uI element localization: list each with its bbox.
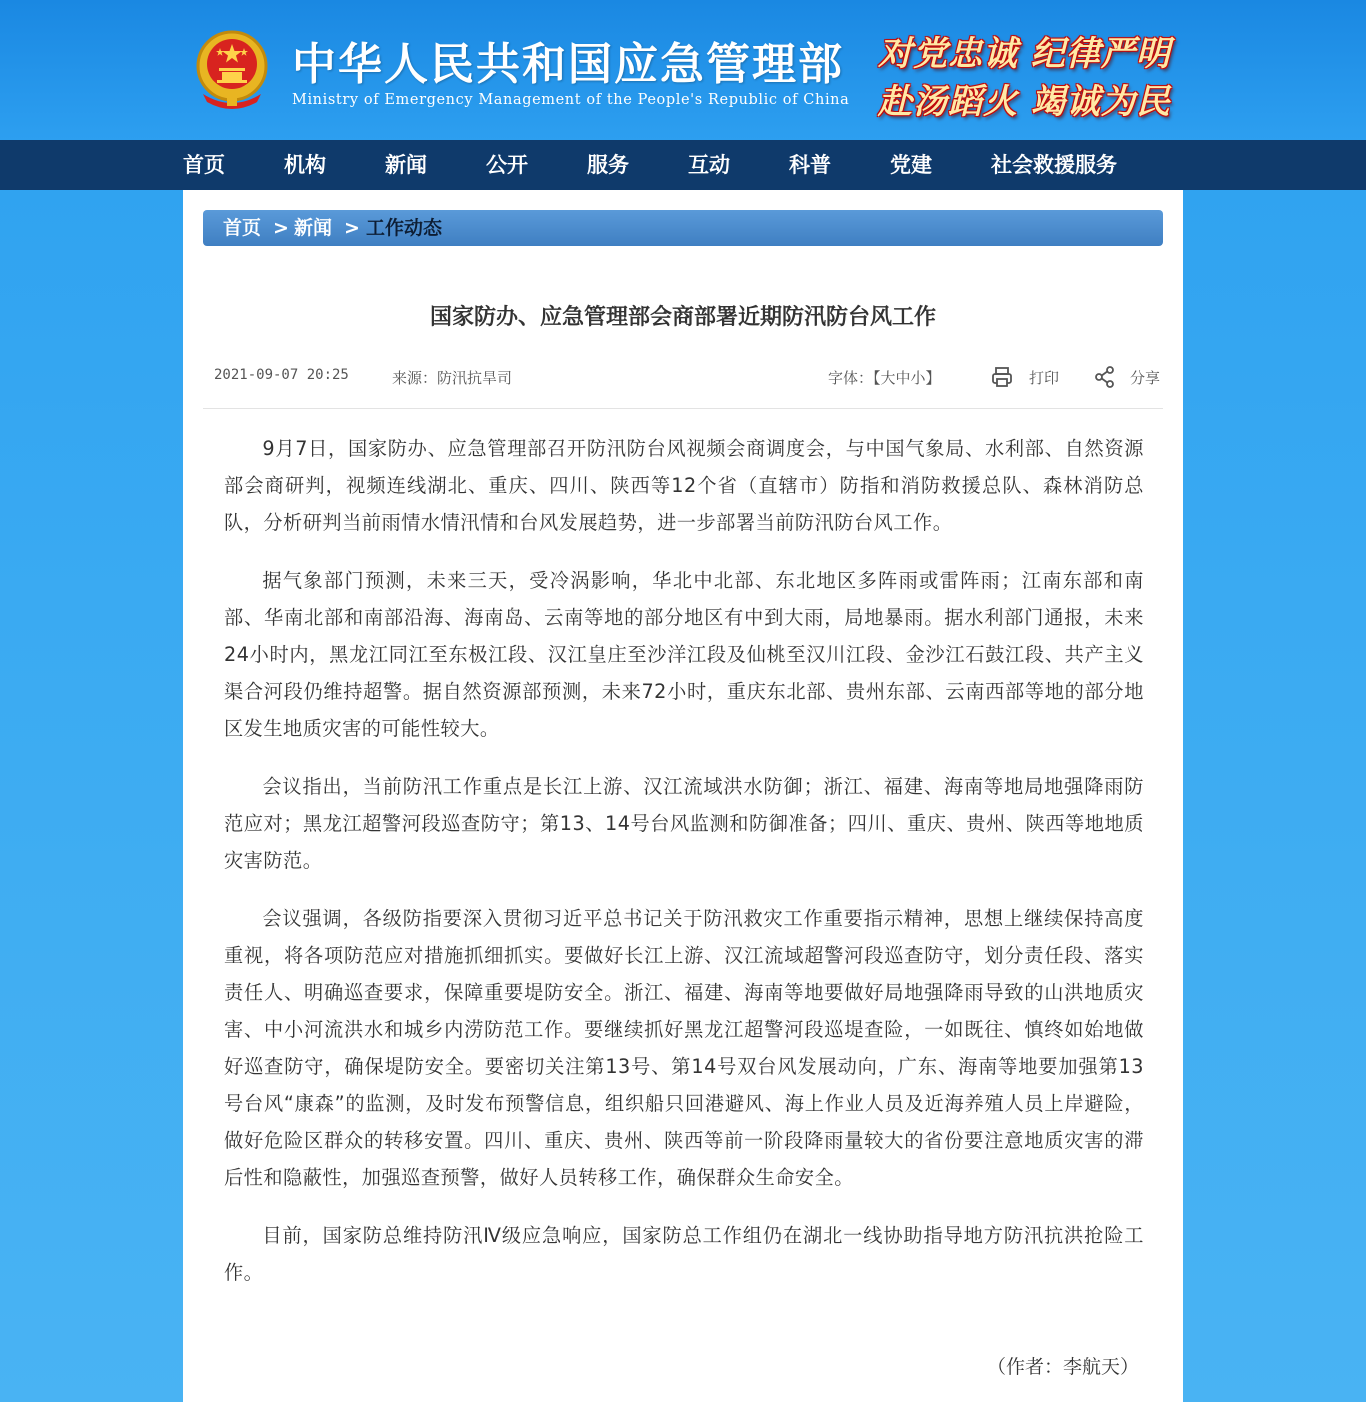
breadcrumb-separator: > (344, 217, 360, 239)
nav-item-organization[interactable]: 机构 (284, 153, 326, 177)
content-container (183, 190, 1183, 1402)
print-icon[interactable] (990, 365, 1014, 389)
nav-item-services[interactable]: 服务 (587, 153, 629, 177)
article-paragraph: 目前，国家防总维持防汛Ⅳ级应急响应，国家防总工作组仍在湖北一线协助指导地方防汛抗洪抢险工作。 (224, 1224, 1144, 1284)
article-title: 国家防办、应急管理部会商部署近期防汛防台风工作 (429, 305, 936, 330)
main-nav (0, 140, 1366, 190)
article-paragraph: 据气象部门预测，未来三天，受冷涡影响，华北中北部、东北地区多阵雨或雷阵雨；江南东部和南部、华南北部和南部沿海、海南岛、云南等地的部分地区有中到大雨，局地暴雨。据水利部门通报，未来24小时内，黑龙江同江至东极江段、汉江皇庄至沙洋江段及仙桃至汉川江段、金沙江石鼓江段、共产主义渠合河段仍维持超警。据自然资源部预测，未来72小时，重庆东北部、贵州东部、云南西部等地的部分地区发生地质灾害的可能性较大。 (224, 569, 1144, 740)
nav-item-news[interactable]: 新闻 (385, 153, 427, 177)
breadcrumb-home[interactable]: 首页 (223, 217, 262, 239)
publish-date: 2021-09-07 20:25 (214, 367, 349, 383)
print-button[interactable]: 打印 (1029, 369, 1060, 387)
breadcrumb-current[interactable]: 工作动态 (366, 217, 443, 239)
article-body (224, 430, 1144, 1312)
breadcrumb-separator: > (273, 217, 289, 239)
site-title[interactable]: 中华人民共和国应急管理部 (292, 39, 844, 90)
article-author: （作者：李航天） (986, 1356, 1139, 1378)
nav-item-home[interactable]: 首页 (183, 153, 225, 177)
share-icon[interactable] (1093, 365, 1117, 389)
nav-item-social-rescue[interactable]: 社会救援服务 (991, 153, 1117, 177)
nav-item-science[interactable]: 科普 (789, 153, 831, 177)
divider (203, 408, 1163, 409)
nav-item-public[interactable]: 公开 (486, 153, 528, 177)
article-paragraph: 会议指出，当前防汛工作重点是长江上游、汉江流域洪水防御；浙江、福建、海南等地局地强降雨防范应对；黑龙江超警河段巡查防守；第13、14号台风监测和防御准备；四川、重庆、贵州、陕西等地地质灾害防范。 (224, 775, 1144, 872)
article-source: 来源：防汛抗旱司 (392, 369, 513, 387)
site-header (0, 0, 1366, 140)
breadcrumb-news[interactable]: 新闻 (294, 217, 333, 239)
font-size-selector[interactable]: 字体：【大中小】 (828, 369, 941, 387)
breadcrumb (203, 210, 1163, 246)
nav-item-interaction[interactable]: 互动 (688, 153, 730, 177)
site-subtitle: Ministry of Emergency Management of the People's Republic of China (292, 92, 850, 108)
article-paragraph: 会议强调，各级防指要深入贯彻习近平总书记关于防汛救灾工作重要指示精神，思想上继续保持高度重视，将各项防范应对措施抓细抓实。要做好长江上游、汉江流域超警河段巡查防守，划分责任段、落实责任人、明确巡查要求，保障重要堤防安全。浙江、福建、海南等地要做好局地强降雨导致的山洪地质灾害、中小河流洪水和城乡内涝防范工作。要继续抓好黑龙江超警河段巡堤查险，一如既往、慎终如始地做好巡查防守，确保堤防安全。要密切关注第13号、第14号双台风发展动向，广东、海南等地要加强第13号台风“康森”的监测，及时发布预警信息，组织船只回港避风、海上作业人员及近海养殖人员上岸避险，做好危险区群众的转移安置。四川、重庆、贵州、陕西等前一阶段降雨量较大的省份要注意地质灾害的滞后性和隐蔽性，加强巡查预警，做好人员转移工作，确保群众生命安全。 (224, 907, 1144, 1189)
slogan-line-2: 赴汤蹈火 竭诚为民 (878, 82, 1171, 122)
article-paragraph: 9月7日，国家防办、应急管理部召开防汛防台风视频会商调度会，与中国气象局、水利部、自然资源部会商研判，视频连线湖北、重庆、四川、陕西等12个省（直辖市）防指和消防救援总队、森林消防总队，分析研判当前雨情水情汛情和台风发展趋势，进一步部署当前防汛防台风工作。 (224, 437, 1144, 534)
nav-item-party[interactable]: 党建 (890, 153, 932, 177)
share-button[interactable]: 分享 (1130, 369, 1161, 387)
national-emblem-icon[interactable] (193, 28, 271, 110)
slogan-line-1: 对党忠诚 纪律严明 (878, 34, 1171, 74)
